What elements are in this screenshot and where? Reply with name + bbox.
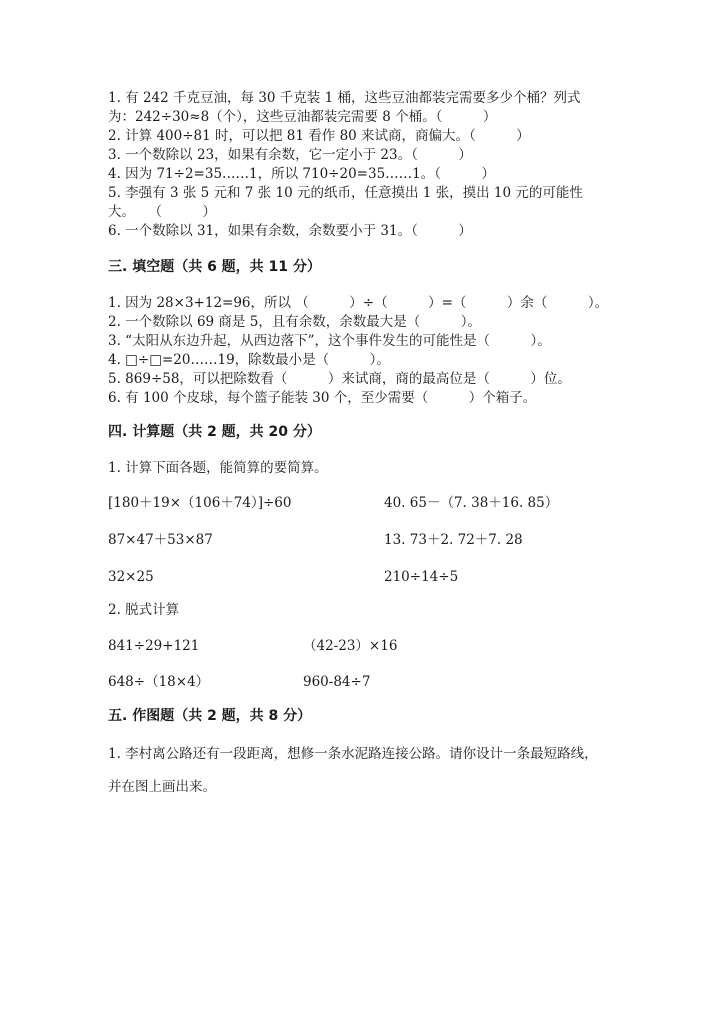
fill-item-5: 5. 869÷58，可以把除数看（ ）来试商，商的最高位是（ ）位。 — [108, 371, 571, 387]
section-4-title: 四. 计算题（共 2 题，共 20 分） — [108, 424, 321, 440]
judgment-item-3: 3. 一个数除以 23，如果有余数，它一定小于 23。（ ） — [108, 147, 472, 163]
section-3-title: 三. 填空题（共 6 题，共 11 分） — [108, 259, 321, 275]
calc-q2-right-2: 960-84÷7 — [303, 674, 371, 690]
calc-q1-label: 1. 计算下面各题，能简算的要简算。 — [108, 460, 328, 476]
fill-item-4: 4. □÷□=20……19，除数最小是（ ）。 — [108, 352, 390, 368]
calc-q1-left-1: [180＋19×（106＋74）]÷60 — [108, 495, 292, 511]
drawing-item-1-line-1: 1. 李村离公路还有一段距离，想修一条水泥路连接公路。请你设计一条最短路线， — [108, 746, 598, 762]
calc-q2-right-1: （42-23）×16 — [303, 638, 398, 654]
judgment-item-5-line-1: 5. 李强有 3 张 5 元和 7 张 10 元的纸币，任意摸出 1 张，摸出 10 元的可能性 — [108, 185, 583, 201]
judgment-item-1-line-1: 1. 有 242 千克豆油，每 30 千克装 1 桶，这些豆油都装完需要多少个桶？列式 — [108, 90, 581, 106]
fill-item-3: 3. “太阳从东边升起，从西边落下”，这个事件发生的可能性是（ ）。 — [108, 333, 551, 349]
fill-item-1: 1. 因为 28×3+12=96，所以 （ ）÷（ ）=（ ）余（ ）。 — [108, 295, 609, 311]
judgment-item-6: 6. 一个数除以 31，如果有余数，余数要小于 31。（ ） — [108, 223, 472, 239]
calc-q2-left-1: 841÷29+121 — [108, 638, 200, 654]
fill-item-6: 6. 有 100 个皮球，每个篮子能装 30 个，至少需要（ ）个箱子。 — [108, 390, 537, 406]
judgment-item-4: 4. 因为 71÷2=35……1，所以 710÷20=35……1。（ ） — [108, 166, 495, 182]
judgment-item-1-line-2: 为：242÷30≈8（个），这些豆油都装完需要 8 个桶。（ ） — [108, 109, 497, 125]
judgment-item-5-line-2: 大。 （ ） — [108, 204, 216, 220]
calc-q2-left-2: 648÷（18×4） — [108, 674, 210, 690]
calc-q1-right-2: 13. 73＋2. 72＋7. 28 — [384, 532, 523, 548]
judgment-item-2: 2. 计算 400÷81 时，可以把 81 看作 80 来试商，商偏大。（ ） — [108, 128, 530, 144]
fill-item-2: 2. 一个数除以 69 商是 5，且有余数，余数最大是（ ）。 — [108, 314, 482, 330]
drawing-item-1-line-2: 并在图上画出来。 — [108, 779, 216, 795]
calc-q1-left-2: 87×47＋53×87 — [108, 532, 213, 548]
section-5-title: 五. 作图题（共 2 题，共 8 分） — [108, 708, 312, 724]
calc-q2-label: 2. 脱式计算 — [108, 602, 180, 618]
calc-q1-right-3: 210÷14÷5 — [384, 569, 459, 585]
calc-q1-right-1: 40. 65－（7. 38＋16. 85） — [384, 495, 559, 511]
calc-q1-left-3: 32×25 — [108, 569, 154, 585]
